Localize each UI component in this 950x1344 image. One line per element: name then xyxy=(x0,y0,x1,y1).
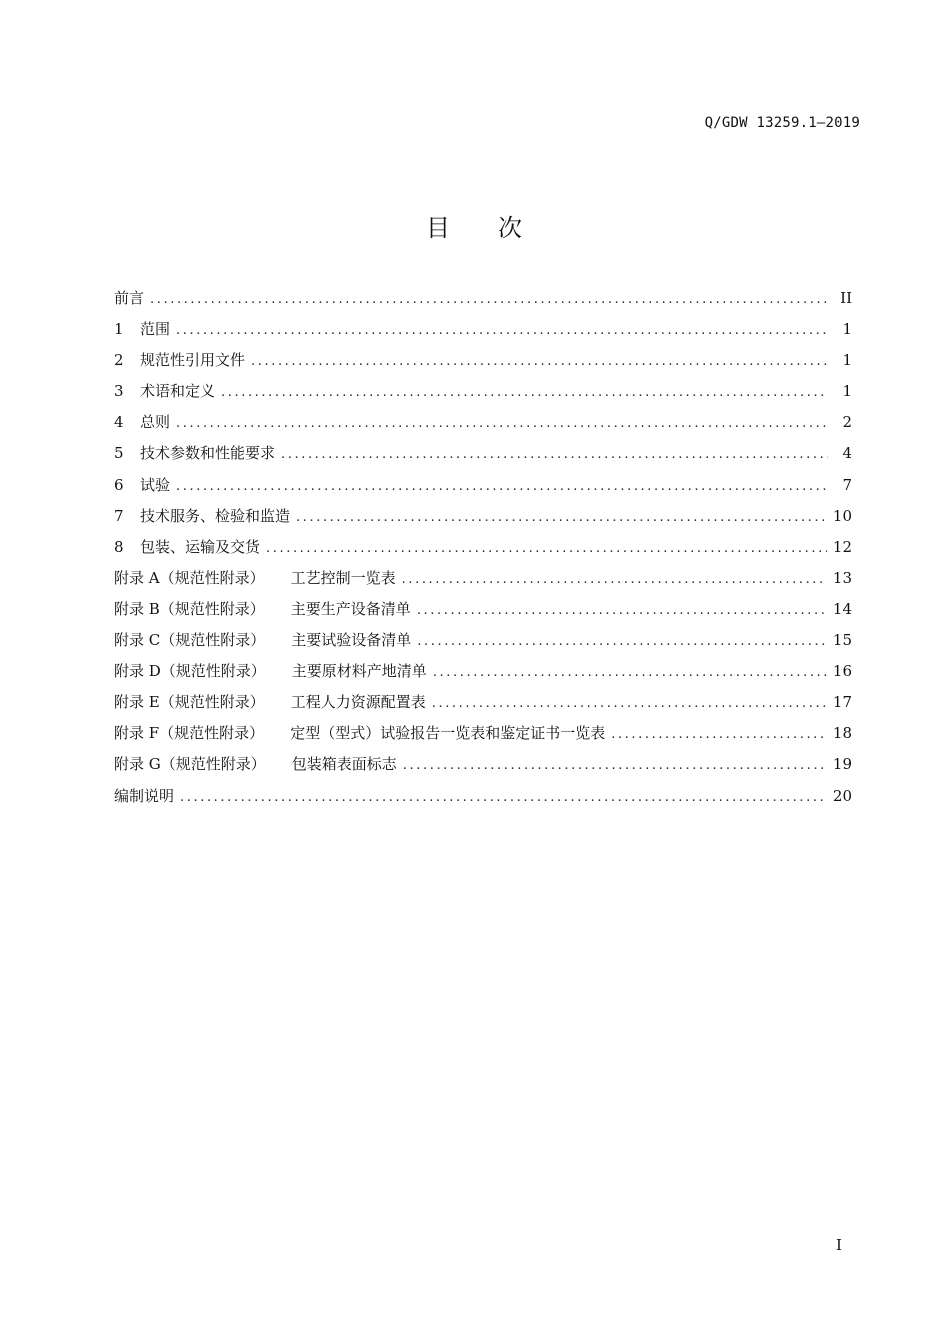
toc-entry-number: 1 xyxy=(114,320,124,339)
toc-entry-label: 规范性引用文件 xyxy=(140,351,246,370)
toc-entry-6[interactable] xyxy=(114,474,852,505)
toc-entry-number: 4 xyxy=(114,413,124,432)
toc-entry-1[interactable] xyxy=(114,318,852,349)
toc-leader-dots xyxy=(296,507,827,529)
toc-entry-label: 总则 xyxy=(140,413,171,432)
toc-entry-label: 编制说明 xyxy=(114,786,175,805)
toc-leader-dots xyxy=(266,538,827,560)
toc-entry-page: 7 xyxy=(842,475,852,494)
toc-entry-page: 20 xyxy=(832,786,852,805)
toc-entry-page: 12 xyxy=(832,537,852,556)
toc-leader-dots xyxy=(611,724,827,746)
toc-entry-annex-c[interactable] xyxy=(114,629,852,660)
toc-entry-page: 10 xyxy=(832,506,852,525)
toc-leader-dots xyxy=(281,444,828,466)
toc-entry-page: 2 xyxy=(842,413,852,432)
toc-leader-dots xyxy=(402,569,827,591)
toc-annex-designation: 附录 D（规范性附录） xyxy=(114,662,266,681)
toc-entry-number: 7 xyxy=(114,506,124,525)
toc-entry-3[interactable] xyxy=(114,380,852,411)
toc-entry-label: 定型（型式）试验报告一览表和鉴定证书一览表 xyxy=(290,724,606,743)
toc-entry-label: 技术服务、检验和监造 xyxy=(140,506,291,525)
toc-leader-dots xyxy=(417,600,827,622)
toc-leader-dots xyxy=(432,693,827,715)
toc-entry-label: 术语和定义 xyxy=(140,382,216,401)
toc-entry-compilation-notes[interactable] xyxy=(114,785,852,816)
toc-annex-designation: 附录 C（规范性附录） xyxy=(114,631,266,650)
toc-entry-label: 主要原材料产地清单 xyxy=(291,662,427,681)
toc-entry-page: 15 xyxy=(832,631,852,650)
toc-entry-4[interactable] xyxy=(114,411,852,442)
toc-entry-page: 17 xyxy=(832,693,852,712)
toc-entry-5[interactable] xyxy=(114,442,852,473)
toc-leader-dots xyxy=(221,382,828,404)
toc-title-char-1: 目 xyxy=(426,214,452,242)
toc-entry-page: 18 xyxy=(832,724,852,743)
document-code: Q/GDW 13259.1—2019 xyxy=(704,115,860,131)
toc-entry-label: 工艺控制一览表 xyxy=(290,568,396,587)
toc-title xyxy=(0,208,950,243)
toc-annex-designation: 附录 E（规范性附录） xyxy=(114,693,265,712)
toc-entry-label: 前言 xyxy=(114,289,145,307)
toc-entry-page: II xyxy=(840,289,852,307)
toc-entry-number: 6 xyxy=(114,475,124,494)
toc-list xyxy=(114,287,852,816)
toc-leader-dots xyxy=(251,351,828,373)
toc-entry-page: 1 xyxy=(842,382,852,401)
toc-entry-number: 5 xyxy=(114,444,124,463)
toc-entry-foreword[interactable] xyxy=(114,287,852,318)
toc-leader-dots xyxy=(180,787,827,809)
toc-entry-label: 包装、运输及交货 xyxy=(140,537,261,556)
toc-entry-annex-g[interactable] xyxy=(114,753,852,784)
toc-leader-dots xyxy=(417,631,827,653)
toc-title-char-2: 次 xyxy=(498,214,524,242)
toc-entry-label: 工程人力资源配置表 xyxy=(290,693,426,712)
toc-leader-dots xyxy=(176,476,828,498)
toc-entry-number: 8 xyxy=(114,537,124,556)
toc-entry-page: 13 xyxy=(832,568,852,587)
toc-entry-label: 主要试验设备清单 xyxy=(291,631,412,650)
toc-entry-7[interactable] xyxy=(114,505,852,536)
toc-entry-2[interactable] xyxy=(114,349,852,380)
toc-entry-annex-b[interactable] xyxy=(114,598,852,629)
toc-entry-label: 试验 xyxy=(140,475,171,494)
toc-entry-label: 范围 xyxy=(140,320,171,339)
toc-entry-label: 主要生产设备清单 xyxy=(290,599,411,618)
toc-entry-page: 16 xyxy=(832,662,852,681)
toc-entry-page: 1 xyxy=(842,351,852,370)
toc-entry-8[interactable] xyxy=(114,536,852,567)
toc-entry-page: 4 xyxy=(842,444,852,463)
toc-entry-page: 19 xyxy=(832,755,852,774)
toc-entry-page: 1 xyxy=(842,320,852,339)
toc-entry-annex-e[interactable] xyxy=(114,691,852,722)
toc-annex-designation: 附录 A（规范性附录） xyxy=(114,568,265,587)
toc-leader-dots xyxy=(403,755,827,777)
toc-entry-label: 技术参数和性能要求 xyxy=(140,444,276,463)
toc-leader-dots xyxy=(176,413,828,435)
toc-annex-designation: 附录 B（规范性附录） xyxy=(114,599,265,618)
page-number: I xyxy=(836,1236,842,1254)
toc-annex-designation: 附录 F（规范性附录） xyxy=(114,724,265,743)
toc-entry-page: 14 xyxy=(832,599,852,618)
toc-entry-annex-a[interactable] xyxy=(114,567,852,598)
toc-entry-annex-f[interactable] xyxy=(114,722,852,753)
toc-annex-designation: 附录 G（规范性附录） xyxy=(114,755,266,774)
toc-entry-number: 2 xyxy=(114,351,124,370)
toc-leader-dots xyxy=(433,662,827,684)
toc-leader-dots xyxy=(176,320,828,342)
toc-leader-dots xyxy=(150,289,828,311)
toc-entry-annex-d[interactable] xyxy=(114,660,852,691)
toc-entry-number: 3 xyxy=(114,382,124,401)
toc-entry-label: 包装箱表面标志 xyxy=(291,755,397,774)
